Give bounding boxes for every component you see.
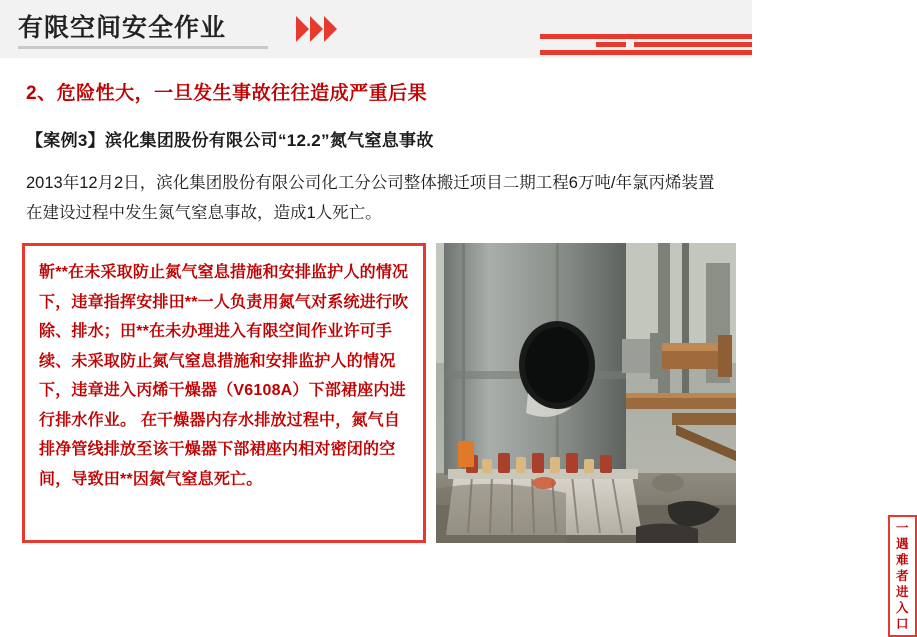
accent-bar [634, 42, 752, 47]
chevron-right-icon [296, 16, 309, 42]
red-highlight-box [22, 243, 426, 543]
case-body-text: 2013年12月2日，滨化集团股份有限公司化工分公司整体搬迁项目二期工程6万吨/年氯丙烯装置在建设过程中发生氮气窒息事故，造成1人死亡。 [26, 174, 715, 222]
chevron-right-icon [310, 16, 323, 42]
chevron-right-icon [324, 16, 337, 42]
slide-header [0, 0, 752, 58]
double-chevron-right-icon [296, 16, 356, 42]
accent-bar [596, 42, 626, 47]
section-title: 2、危险性大，一旦发生事故往往造成严重后果 [26, 83, 428, 104]
header-accent-bars [532, 34, 752, 58]
case-title: 【案例3】滨化集团股份有限公司“12.2”氮气窒息事故 [26, 131, 434, 150]
accent-bar [540, 50, 752, 55]
title-underline [18, 46, 268, 49]
photo-illustration [436, 243, 736, 543]
accent-bar [540, 34, 752, 39]
incident-photo [436, 243, 909, 631]
red-box-text: 靳**在未采取防止氮气窒息措施和安排监护人的情况下，违章指挥安排田**一人负责用氮气对系统进行吹除、排水；田**在未办理进入有限空间作业许可手续、未采取防止氮气窒息措施和安排监护人的情况下，违章进入丙烯干燥器（V6108A）下部裙座内进行排水作业。 在干燥器内存水排放过程中，氮气自排净管线排放至该干燥器下部裙座内相对密闭的空间，导致田**因氮气窒息死亡。 [39, 264, 409, 488]
photo-callout-label: 一遇难者 进入口 [888, 515, 917, 637]
page-title: 有限空间安全作业 [18, 14, 227, 42]
